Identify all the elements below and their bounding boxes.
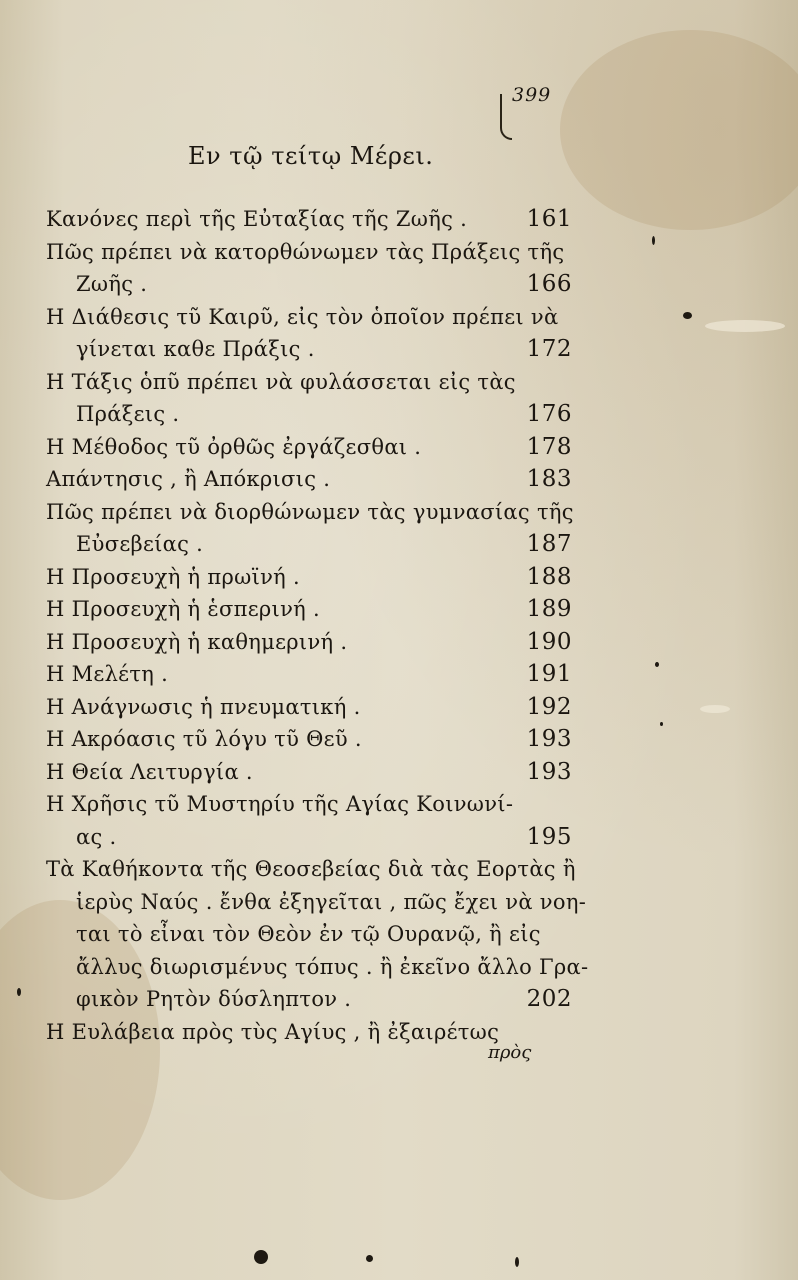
toc-entry-page: 183 xyxy=(526,466,572,492)
toc-entry-continuation xyxy=(46,886,587,919)
toc-entry-page: 172 xyxy=(526,336,572,362)
ink-spot xyxy=(683,312,692,319)
ink-spot xyxy=(652,236,655,245)
toc-entry xyxy=(46,561,572,594)
toc-entry-continuation xyxy=(46,951,589,984)
toc-entry-page: 202 xyxy=(526,986,572,1012)
toc-entry-text: φικὸν Ρητὸν δύσληπτον . xyxy=(76,987,352,1011)
toc-entry-page: 195 xyxy=(526,823,572,850)
toc-entry xyxy=(46,593,572,626)
toc-entry-text: ἄλλυς διωρισμένυς τόπυς . ἢ ἐκεῖνο ἄλλο Γρα- xyxy=(76,954,589,979)
paper-damage xyxy=(705,320,785,332)
toc-entry-text: ας . xyxy=(76,824,117,849)
paper-damage xyxy=(700,705,730,713)
toc-entry-page: 190 xyxy=(526,628,572,655)
toc-entry-text: Η Ακρόασις τῦ λόγυ τῦ Θεῦ . xyxy=(46,727,362,751)
catchword: πρὸς xyxy=(488,1042,532,1063)
toc-entry-text: ται τὸ εἶναι τὸν Θεὸν ἐν τῷ Ουρανῷ, ἢ εἰς xyxy=(76,922,541,946)
toc-entry-text: Η Ανάγνωσις ἡ πνευματική . xyxy=(46,694,361,719)
table-of-contents xyxy=(46,203,589,1048)
toc-entry-text: Η Θεία Λειτυργία . xyxy=(46,759,253,784)
toc-entry xyxy=(46,691,572,724)
toc-entry-text: Ζωῆς . xyxy=(76,272,148,296)
page-stain xyxy=(560,30,798,230)
toc-entry-text: Η Μέθοδος τῦ ὀρθῶς ἐργάζεσθαι . xyxy=(46,434,422,459)
toc-entry-text: Η Χρῆσις τῦ Μυστηρίυ τῆς Αγίας Κοινωνί- xyxy=(46,792,514,816)
toc-entry-text: Τὰ Καθήκοντα τῆς Θεοσεβείας διὰ τὰς Εορτὰς ἢ xyxy=(46,857,576,881)
toc-entry-text: Η Προσευχὴ ἡ ἑσπερινή . xyxy=(46,597,320,621)
toc-entry-text: Απάντησις , ἢ Απόκρισις . xyxy=(46,467,331,491)
ink-spot xyxy=(655,662,659,667)
ink-spot xyxy=(515,1257,519,1267)
toc-entry-page: 192 xyxy=(526,693,572,720)
toc-entry-continuation xyxy=(46,528,572,561)
toc-entry-text: Η Προσευχὴ ἡ καθημερινή . xyxy=(46,629,348,654)
toc-entry-page: 193 xyxy=(526,758,572,785)
toc-entry-text: Η Διάθεσις τῦ Καιρῦ, εἰς τὸν ὁποῖον πρέπει νὰ xyxy=(46,304,559,329)
toc-entry-continuation xyxy=(46,398,572,431)
toc-entry-continuation xyxy=(46,333,572,366)
toc-entry-page: 188 xyxy=(526,563,572,590)
page-number: 399 xyxy=(512,84,552,106)
toc-entry xyxy=(46,301,572,334)
toc-entry-page: 191 xyxy=(526,661,572,687)
toc-entry xyxy=(46,626,572,659)
toc-entry xyxy=(46,463,572,496)
ink-spot xyxy=(17,988,21,996)
toc-entry xyxy=(46,236,572,269)
toc-entry-page: 187 xyxy=(526,531,572,557)
toc-entry-text: ἱερὺς Ναύς . ἔνθα ἐξηγεῖται , πῶς ἔχει νὰ νοη- xyxy=(76,889,587,914)
toc-entry-continuation xyxy=(46,918,572,951)
toc-entry xyxy=(46,723,572,756)
toc-entry xyxy=(46,788,572,821)
ink-spot xyxy=(254,1250,268,1264)
toc-entry-text: Η Μελέτη . xyxy=(46,662,169,686)
toc-entry-text: Κανόνες περὶ τῆς Εὐταξίας τῆς Ζωῆς . xyxy=(46,207,468,231)
toc-entry xyxy=(46,756,572,789)
toc-entry-page: 178 xyxy=(526,433,572,460)
toc-entry-text: Πράξεις . xyxy=(76,402,180,426)
toc-entry-text: Η Τάξις ὁπῦ πρέπει νὰ φυλάσσεται εἰς τὰς xyxy=(46,369,516,394)
toc-entry-page: 189 xyxy=(526,596,572,622)
toc-entry-text: Εὐσεβείας . xyxy=(76,532,204,556)
toc-entry-page: 193 xyxy=(526,726,572,752)
toc-entry xyxy=(46,431,572,464)
toc-entry-continuation xyxy=(46,821,572,854)
toc-entry xyxy=(46,853,576,886)
toc-entry xyxy=(46,496,572,529)
toc-entry xyxy=(46,203,572,236)
toc-entry-text: Πῶς πρέπει νὰ κατορθώνωμεν τὰς Πράξεις τῆς xyxy=(46,239,565,264)
toc-entry xyxy=(46,658,572,691)
toc-entry-page: 166 xyxy=(526,271,572,297)
toc-entry-continuation xyxy=(46,983,572,1016)
toc-entry xyxy=(46,366,572,399)
ink-spot xyxy=(660,722,663,726)
ink-spot xyxy=(366,1255,373,1262)
toc-entry-page: 176 xyxy=(526,401,572,427)
toc-entry-page: 161 xyxy=(526,206,572,232)
toc-entry-text: Πῶς πρέπει νὰ διορθώνωμεν τὰς γυμνασίας τῆς xyxy=(46,499,574,524)
toc-entry-continuation xyxy=(46,268,572,301)
section-title: Εν τῷ τείτῳ Μέρει. xyxy=(188,142,434,170)
toc-entry-text: γίνεται καθε Πράξις . xyxy=(76,337,315,361)
toc-entry-text: Η Ευλάβεια πρὸς τὺς Αγίυς , ἢ ἐξαιρέτως xyxy=(46,1019,500,1044)
toc-entry-text: Η Προσευχὴ ἡ πρωϊνή . xyxy=(46,564,301,589)
